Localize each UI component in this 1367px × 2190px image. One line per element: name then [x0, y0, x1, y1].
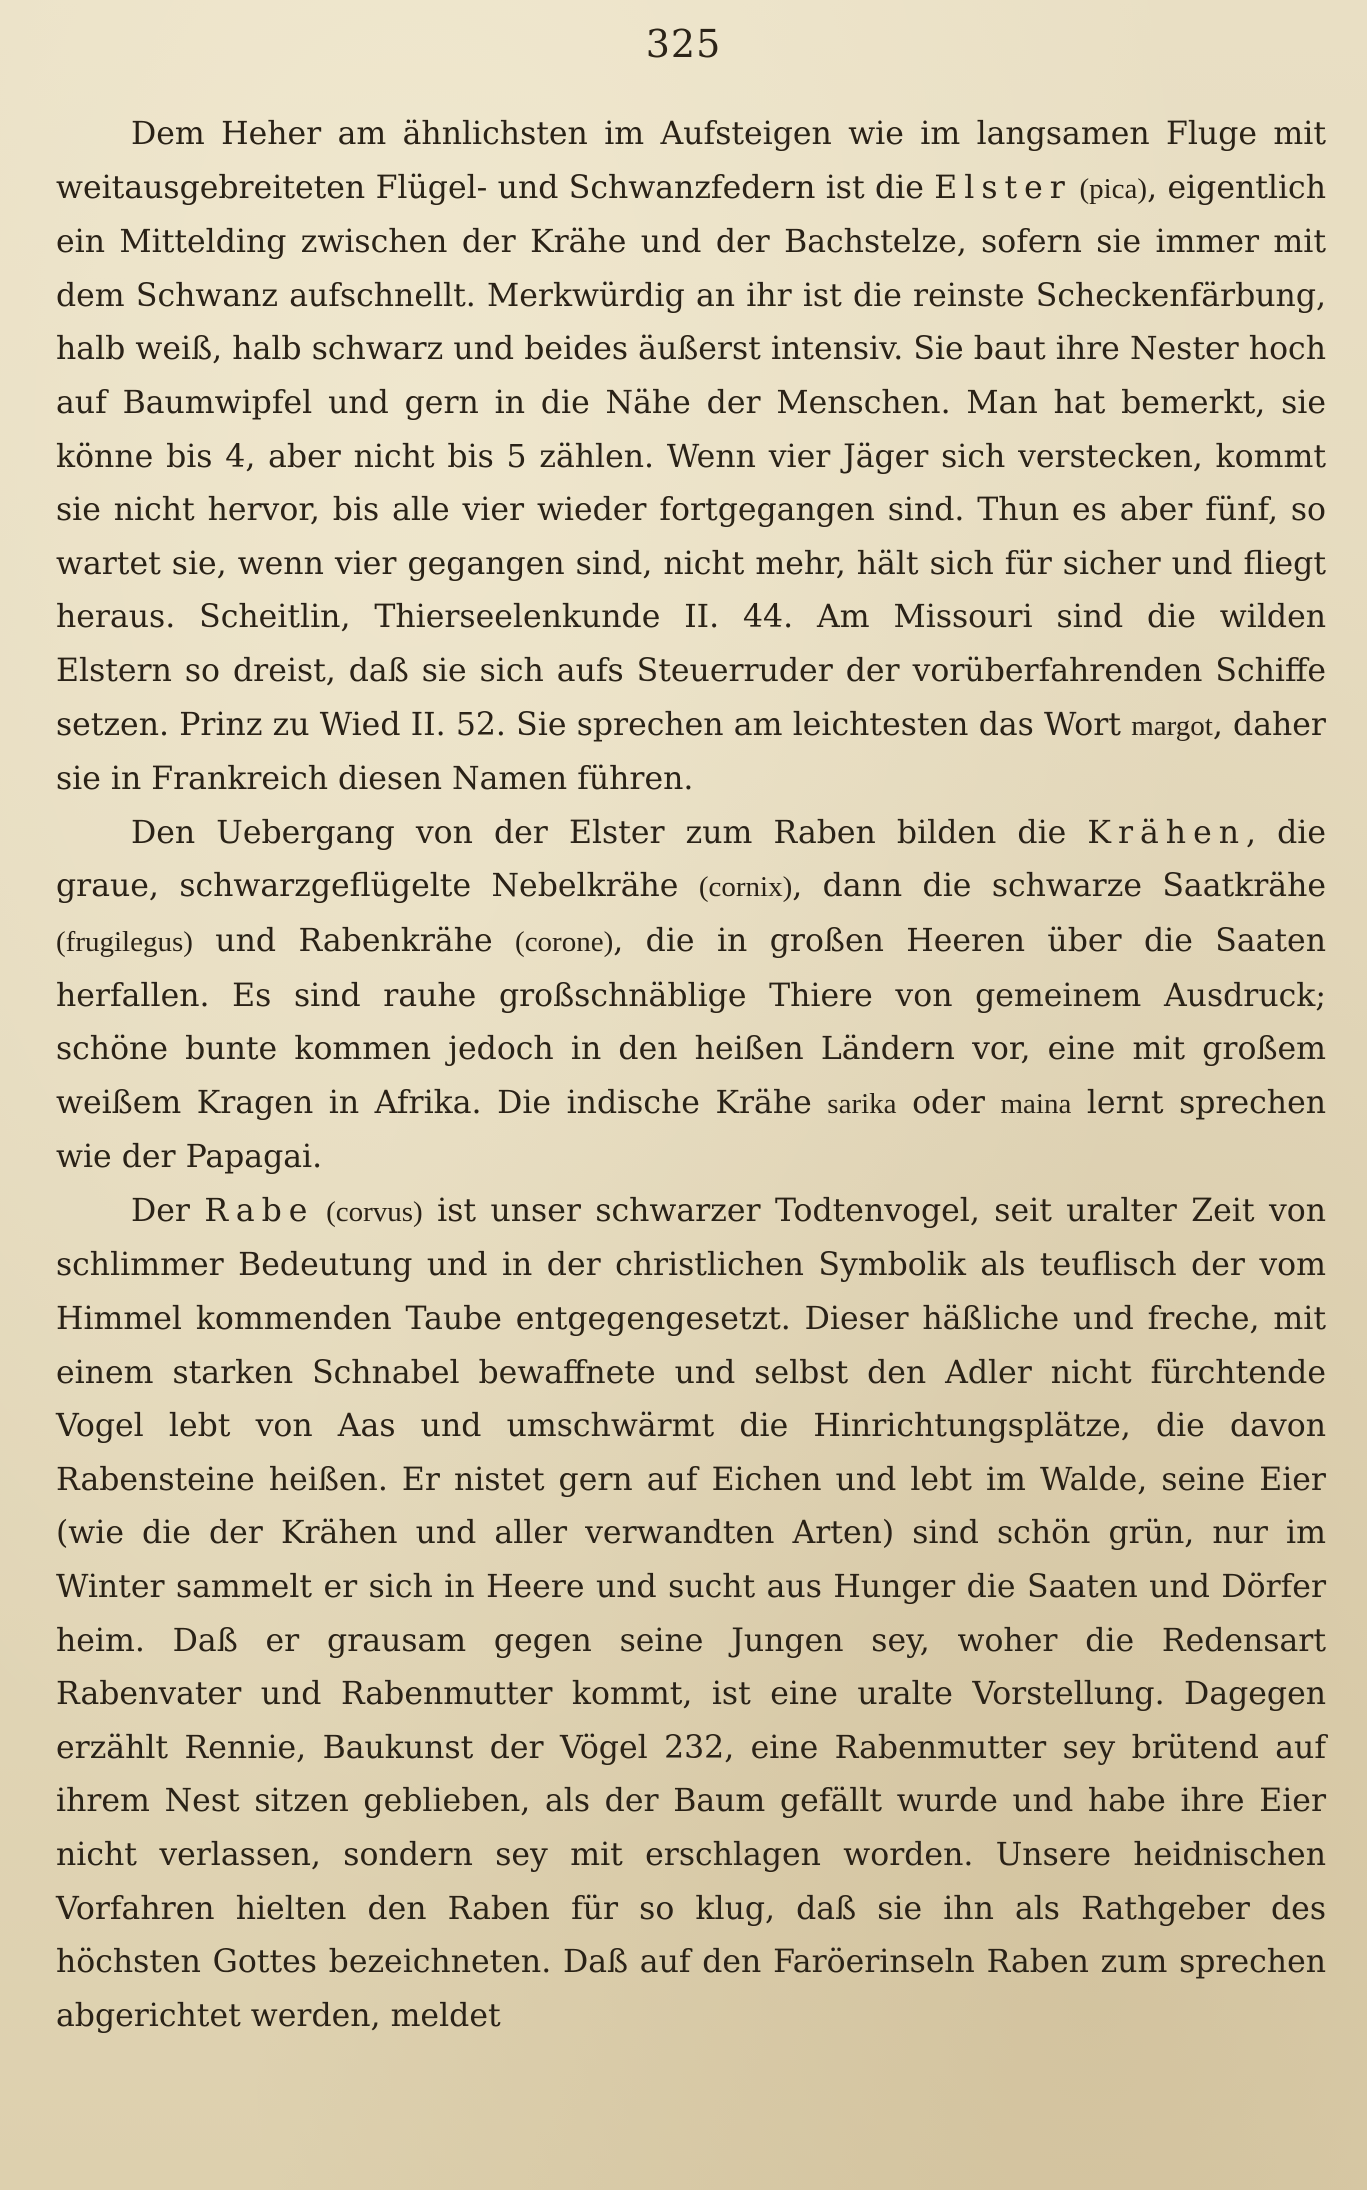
text-segment: Den Uebergang von der Elster zum Raben bilden die: [131, 814, 1088, 851]
text-segment: oder: [896, 1084, 1001, 1121]
text-segment: Dem Heher am ähnlichsten im Aufsteigen wie im langsamen Fluge mit weitausgebreiteten Flügel- und Schwanzfedern ist die: [56, 116, 1326, 206]
paragraph-magpie: [56, 108, 1326, 807]
text-segment: , die graue, schwarzgeflügelte Nebelkrähe: [56, 814, 1327, 905]
latin-term: (cornix): [698, 871, 793, 904]
term-rabe: Rabe: [204, 1192, 315, 1229]
text-segment: und Rabenkrähe: [192, 922, 516, 959]
text-segment: , eigentlich ein Mittelding zwischen der Krähe und der Bachstelze, sofern sie immer mit dem Schwanz aufschnellt. Merkwürdig an ihr ist die reinste Scheckenfärbung, halb weiß, halb schwarz und beides äußerst intensiv. Sie baut ihre Nester hoch auf Baumwipfel und gern in die Nähe der Menschen. Man hat bemerkt, sie könne bis 4, aber nicht bis 5 zählen. Wenn vier Jäger sich verstecken, kommt sie nicht hervor, bis alle vier wieder fortgegangen sind. Thun es aber fünf, so wartet sie, wenn vier gegangen sind, nicht mehr, hält sich für sicher und fliegt heraus. Scheitlin, Thierseelenkunde II. 44. Am Missouri sind die wilden Elstern so dreist, daß sie sich aufs Steuerruder der vorüberfahrenden Schiffe setzen. Prinz zu Wied II. 52. Sie sprechen am leichtesten das Wort: [56, 169, 1326, 743]
term-kraehen: Krähen: [1087, 814, 1247, 851]
latin-term: margot: [1131, 709, 1213, 742]
latin-term: sarika: [827, 1087, 897, 1120]
latin-term: (corone): [515, 925, 614, 958]
text-segment: Der: [131, 1192, 205, 1229]
latin-term: maina: [1000, 1087, 1072, 1120]
text-segment: , dann die schwarze Saatkrähe: [792, 868, 1327, 905]
text-segment: , daher sie in Frankreich diesen Namen führen.: [56, 706, 1326, 798]
paragraph-crows: [56, 807, 1326, 1185]
text-segment: , die in großen Heeren über die Saaten herfallen. Es sind rauhe großschnäblige Thiere von gemeinem Ausdruck; schöne bunte kommen jedoch in den heißen Ländern vor, eine mit großem weißem Kragen in Afrika. Die indische Krähe: [56, 922, 1326, 1121]
term-elster: Elster: [934, 169, 1072, 206]
paragraph-raven: [56, 1185, 1326, 2044]
latin-term: (pica): [1071, 172, 1148, 205]
page-number: 325: [645, 22, 722, 66]
latin-term: (frugilegus): [56, 925, 193, 958]
latin-term: (corvus): [314, 1195, 423, 1228]
text-segment: lernt sprechen wie der Papagai.: [56, 1084, 1326, 1176]
text-segment: ist unser schwarzer Todtenvogel, seit uralter Zeit von schlimmer Bedeutung und in der christlichen Symbolik als teuflisch der vom Himmel kommenden Taube entgegengesetzt. Dieser häßliche und freche, mit einem starken Schnabel bewaffnete und selbst den Adler nicht fürchtende Vogel lebt von Aas und umschwärmt die Hinrichtungsplätze, die davon Rabensteine heißen. Er nistet gern auf Eichen und lebt im Walde, seine Eier (wie die der Krähen und aller verwandten Arten) sind schön grün, nur im Winter sammelt er sich in Heere und sucht aus Hunger die Saaten und Dörfer heim. Daß er grausam gegen seine Jungen sey, woher die Redensart Rabenvater und Rabenmutter kommt, ist eine uralte Vorstellung. Dagegen erzählt Rennie, Baukunst der Vögel 232, eine Rabenmutter sey brütend auf ihrem Nest sitzen geblieben, als der Baum gefällt wurde und habe ihre Eier nicht verlassen, sondern sey mit erschlagen worden. Unsere heidnischen Vorfahren hielten den Raben für so klug, daß sie ihn als Rathgeber des höchsten Gottes bezeichneten. Daß auf den Faröerinseln Raben zum sprechen abgerichtet werden, meldet: [56, 1192, 1326, 2034]
page-body: [56, 108, 1326, 2043]
